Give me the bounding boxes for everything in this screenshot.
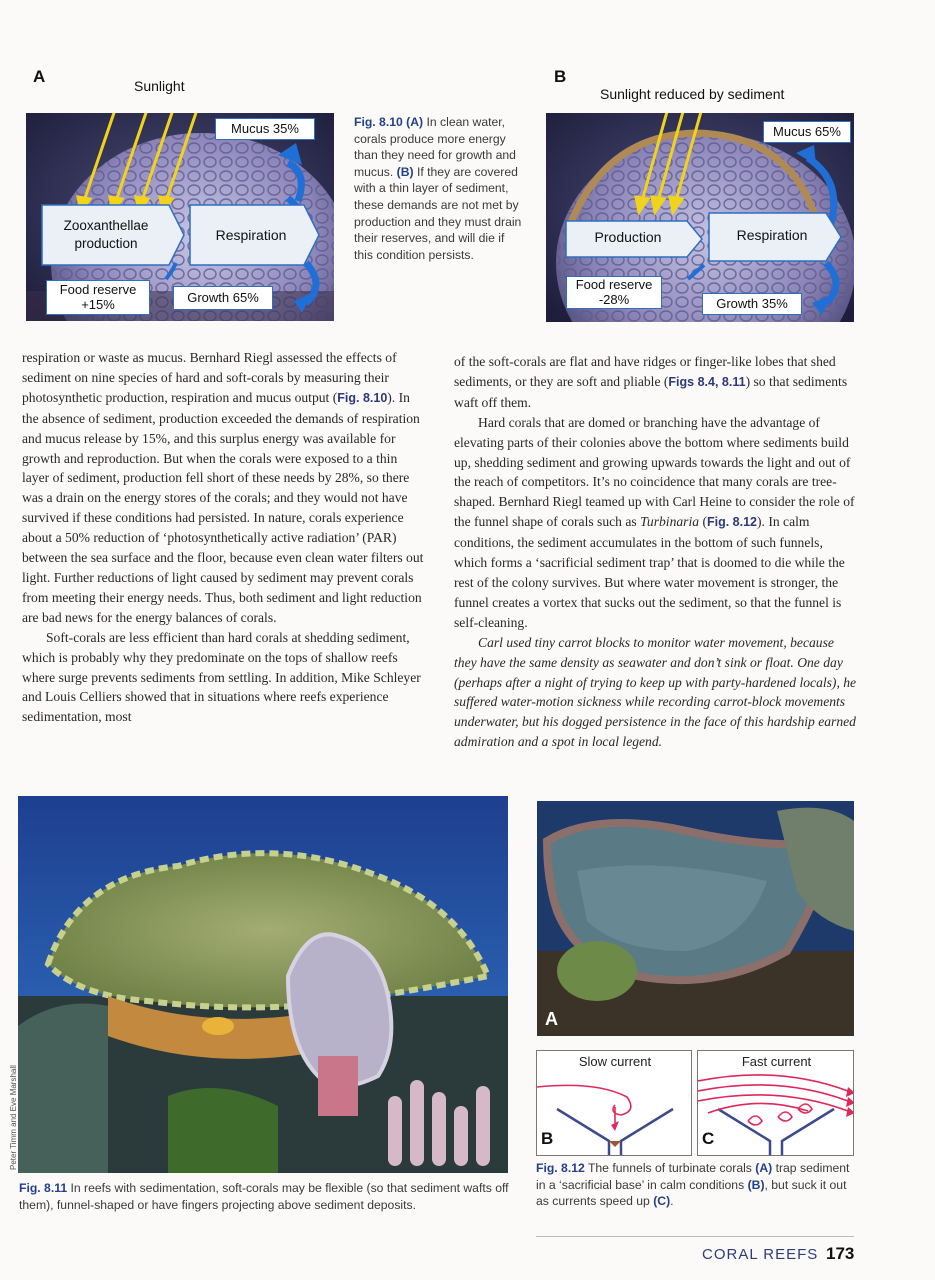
ref-fig-8-12: Fig. 8.12 — [706, 515, 758, 530]
growth-label-a: Growth 65% — [173, 286, 273, 310]
ref-fig-8-10: Fig. 8.10 — [337, 390, 388, 405]
fast-current-label: Fast current — [741, 1054, 812, 1069]
fig811-caption-text: In reefs with sedimentation, soft-corals may be flexible (so that sediment wafts off them), funnel-shaped or have fingers projecting above sediment deposits. — [19, 1181, 509, 1212]
left-paragraph-1: respiration or waste as mucus. Bernhard Riegl assessed the effects of sediment on nine species of hard and soft-corals by measuring their photosynthetic production, respiration and mucus output (Fig. 8.10). In the absence of sediment, production exceeded the demands of respiration and mucus release by 15%, and this surplus energy was available for growth and reproduction. But when the corals were exposed to a thin layer of sediment, production fell short of these needs by 28%, so there was a drain on the energy stores of the corals; and they would not have survived if these conditions had persisted. In nature, corals experience about a 50% reduction of ‘photosynthetically active radiation’ (PAR) between the sea surface and the floor, because even clean water filters out light. Further reductions of light caused by sediment may prevent corals from meeting their energy needs. Thus, both sediment and light reduction are bad news for the energy balances of corals. — [22, 350, 424, 625]
fig812-photo-a — [537, 801, 854, 1036]
fig810-caption-text1: In clean water, corals produce more energy than they need for growth and mucus. — [354, 115, 516, 179]
fig812-letter-c: C — [702, 1129, 715, 1148]
fig811-caption — [19, 1180, 509, 1213]
respiration-label-b: Respiration — [736, 227, 808, 243]
fig810-caption-text2: If they are covered with a thin layer of sediment, these demands are not met by production and they must drain their reserves, and will die if this condition persists. — [354, 164, 522, 262]
slow-current-label: Slow current — [578, 1054, 652, 1069]
fig812-panel-c — [697, 1050, 854, 1156]
food-reserve-label-a: Food reserve +15% — [46, 280, 150, 315]
sunlight-reduced-label: Sunlight reduced by sediment — [600, 86, 785, 102]
photo-credit: Peter Timm and Eve Marshall — [9, 1065, 18, 1170]
fig810-panel-a-letter: A — [33, 67, 46, 86]
body-right-column — [454, 352, 858, 752]
fig810-caption-a: (A) — [406, 115, 424, 129]
fig810-caption-b: (B) — [396, 164, 414, 179]
footer-rule — [536, 1236, 854, 1237]
food-reserve-label-b: Food reserve -28% — [566, 276, 662, 309]
fig810-caption — [354, 114, 526, 263]
mucus-label-b: Mucus 65% — [763, 121, 851, 143]
fig810-panel-b — [546, 113, 854, 322]
fig812-panel-b — [536, 1050, 692, 1156]
right-paragraph-3: Carl used tiny carrot blocks to monitor water movement, because they have the same density as seawater and don’t sink or float. One day (perhaps after a night of trying to keep up with party-hardened locals), he suffered water-motion sickness while recording carrot-block movements underwater, but his dogged persistence in the face of this hardship earned admiration and a spot in local legend. — [454, 634, 857, 750]
sunlight-label-a: Sunlight — [134, 78, 185, 94]
right-paragraph-1: of the soft-corals are flat and have ridges or finger-like lobes that shed sediments, or they are soft and pliable (Figs 8.4, 8.11) so that sediments waft off them. — [454, 354, 848, 410]
respiration-label-a: Respiration — [215, 227, 287, 243]
zooxanthellae-label: Zooxanthellae production — [63, 218, 149, 251]
fig810-panel-a — [26, 113, 334, 321]
fig810-panel-b-letter: B — [554, 67, 567, 86]
growth-label-b: Growth 35% — [702, 293, 802, 315]
fig810-caption-ref: Fig. 8.10 — [354, 115, 403, 129]
fig811-caption-ref: Fig. 8.11 — [19, 1181, 68, 1195]
fig811-photo — [18, 796, 508, 1173]
right-paragraph-2: Hard corals that are domed or branching have the advantage of elevating parts of their colonies above the bottom where sediments build up, shedding sediment and growing upwards towards the light and out of the reach of competitors. It’s no coincidence that many corals are tree-shaped. Bernhard Riegl teamed up with Carl Heine to consider the role of the funnel shape of corals such as Turbinaria (Fig. 8.12). In calm conditions, the sediment accumulates in the bottom of such funnels, which forms a ‘sacrificial sediment trap’ that is doomed to die while the rest of the colony survives. But where water movement is stronger, the funnel creates a vortex that sucks out the sediment, so that the funnel is self-cleaning. — [454, 414, 855, 630]
fig812-caption-ref: Fig. 8.12 — [536, 1161, 585, 1175]
section-title: CORAL REEFS — [702, 1246, 819, 1263]
fig812-caption: Fig. 8.12 The funnels of turbinate corals (A) trap sediment in a ‘sacrificial base’ in calm conditions (B), but suck it out as currents speed up (C). — [536, 1161, 850, 1209]
page-number: 173 — [826, 1244, 855, 1263]
production-label-b: Production — [594, 229, 662, 245]
fig812-letter-b: B — [541, 1129, 554, 1148]
ref-figs-8-4-8-11: Figs 8.4, 8.11 — [668, 374, 746, 389]
fig812-letter-a: A — [545, 1009, 558, 1029]
mucus-label-a: Mucus 35% — [215, 118, 315, 140]
body-left-column — [22, 348, 424, 727]
left-paragraph-2: Soft-corals are less efficient than hard corals at shedding sediment, which is probably why they predominate on the tops of shallow reefs where surge prevents sediments from settling. In addition, Mike Schleyer and Louis Celliers showed that in situations where reefs experience sedimentation, most — [22, 629, 421, 725]
